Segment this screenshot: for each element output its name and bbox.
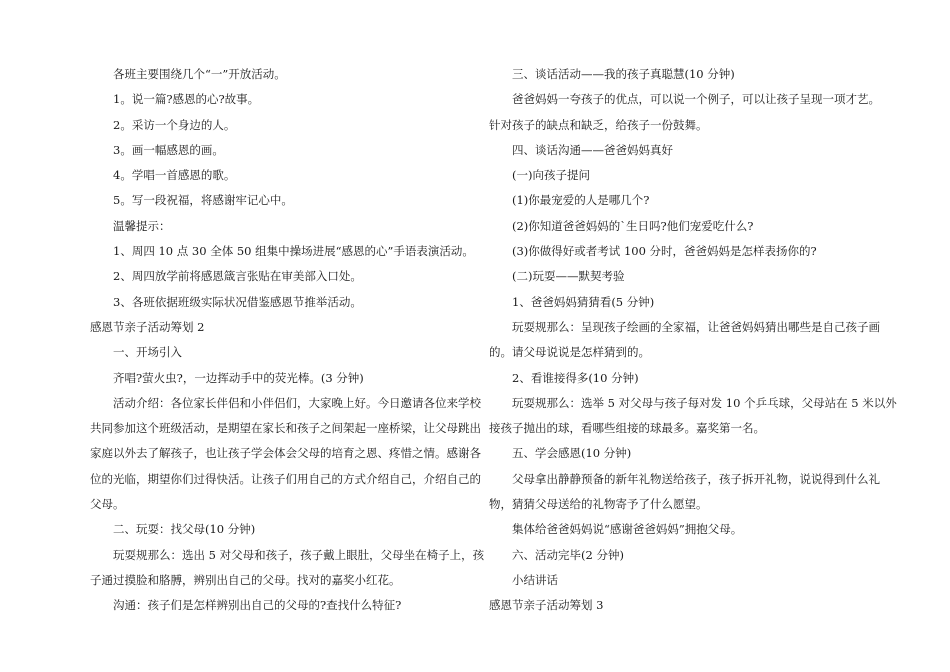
text-line: 一、开场引入 bbox=[113, 345, 182, 360]
text-line: 的。请父母说说是怎样猜到的。 bbox=[489, 345, 650, 360]
text-line: 4。学唱一首感恩的歌。 bbox=[113, 168, 236, 183]
text-line: 子通过摸脸和胳膊，辨别出自己的父母。找对的嘉奖小红花。 bbox=[90, 572, 401, 587]
text-line: 1、周四 10 点 30 全体 50 组集中操场进展“感恩的心”手语表演活动。 bbox=[113, 244, 474, 259]
text-line: 玩耍规那么：呈现孩子绘画的全家福，让爸爸妈妈猜出哪些是自己孩子画 bbox=[512, 319, 880, 334]
text-line: (3)你做得好或者考试 100 分时，爸爸妈妈是怎样表扬你的? bbox=[512, 244, 817, 259]
text-line: 四、谈话沟通——爸爸妈妈真好 bbox=[512, 142, 673, 157]
text-line: 六、活动完毕(2 分钟) bbox=[512, 547, 624, 562]
text-line: 感恩节亲子活动筹划 3 bbox=[489, 598, 604, 613]
text-line: 玩耍规那么：选举 5 对父母与孩子每对发 10 个乒乓球，父母站在 5 米以外 bbox=[512, 395, 897, 410]
text-line: 父母。 bbox=[90, 497, 125, 512]
text-line: 2。采访一个身边的人。 bbox=[113, 117, 236, 132]
text-line: 爸爸妈妈一夸孩子的优点，可以说一个例子，可以让孩子呈现一项才艺。 bbox=[512, 92, 880, 107]
text-line: 父母拿出静静预备的新年礼物送给孩子，孩子拆开礼物，说说得到什么礼 bbox=[512, 471, 880, 486]
text-line: (1)你最宠爱的人是哪几个? bbox=[512, 193, 650, 208]
text-line: 2、看谁接得多(10 分钟) bbox=[512, 370, 639, 385]
text-line: 三、谈话活动——我的孩子真聪慧(10 分钟) bbox=[512, 67, 735, 81]
text-line: 活动介绍：各位家长伴侣和小伴侣们，大家晚上好。今日邀请各位来学校 bbox=[113, 395, 481, 410]
text-line: 集体给爸爸妈妈说“感谢爸爸妈妈”拥抱父母。 bbox=[512, 522, 743, 537]
text-line: 5。写一段祝福，将感谢牢记心中。 bbox=[113, 193, 293, 208]
text-line: 玩耍规那么：选出 5 对父母和孩子，孩子戴上眼肚，父母坐在椅子上，孩 bbox=[113, 547, 485, 562]
left-column bbox=[90, 62, 485, 619]
text-line: 1、爸爸妈妈猜猜看(5 分钟) bbox=[512, 294, 655, 309]
text-line: 2、周四放学前将感恩箴言张贴在审美部入口处。 bbox=[113, 269, 362, 284]
text-line: (2)你知道爸爸妈妈的`生日吗?他们宠爱吃什么? bbox=[512, 218, 754, 233]
text-line: 位的光临，期望你们过得快活。让孩子们用自己的方式介绍自己，介绍自己的 bbox=[90, 471, 481, 486]
text-line: 1。说一篇?感恩的心?故事。 bbox=[113, 92, 260, 107]
text-line: 接孩子抛出的球，看哪些组接的球最多。嘉奖第一名。 bbox=[489, 421, 765, 436]
text-line: 物，猜猜父母送给的礼物寄予了什么愿望。 bbox=[489, 497, 708, 512]
text-line: (二)玩耍——默契考验 bbox=[512, 269, 625, 284]
text-line: 温馨提示： bbox=[113, 218, 171, 233]
text-line: 3、各班依据班级实际状况借鉴感恩节推举活动。 bbox=[113, 294, 362, 309]
text-line: 五、学会感恩(10 分钟) bbox=[512, 446, 632, 461]
text-line: 3。画一幅感恩的画。 bbox=[113, 142, 224, 157]
text-line: 共同参加这个班级活动，是期望在家长和孩子之间架起一座桥梁，让父母跳出 bbox=[90, 421, 481, 436]
text-line: 二、玩耍：找父母(10 分钟) bbox=[113, 522, 256, 537]
text-line: 小结讲话 bbox=[512, 572, 558, 587]
right-column bbox=[489, 62, 897, 619]
text-line: 感恩节亲子活动筹划 2 bbox=[90, 319, 205, 334]
text-line: 齐唱?萤火虫?，一边挥动手中的荧光棒。(3 分钟) bbox=[113, 370, 364, 385]
text-line: 沟通：孩子们是怎样辨别出自己的父母的?查找什么特征? bbox=[113, 598, 402, 613]
text-line: 各班主要围绕几个“一”开放活动。 bbox=[113, 67, 286, 81]
text-line: 针对孩子的缺点和缺乏，给孩子一份鼓舞。 bbox=[489, 117, 708, 132]
text-line: 家庭以外去了解孩子，也让孩子学会体会父母的培育之恩、疼惜之情。感谢各 bbox=[90, 446, 481, 461]
text-line: (一)向孩子提问 bbox=[512, 168, 590, 183]
